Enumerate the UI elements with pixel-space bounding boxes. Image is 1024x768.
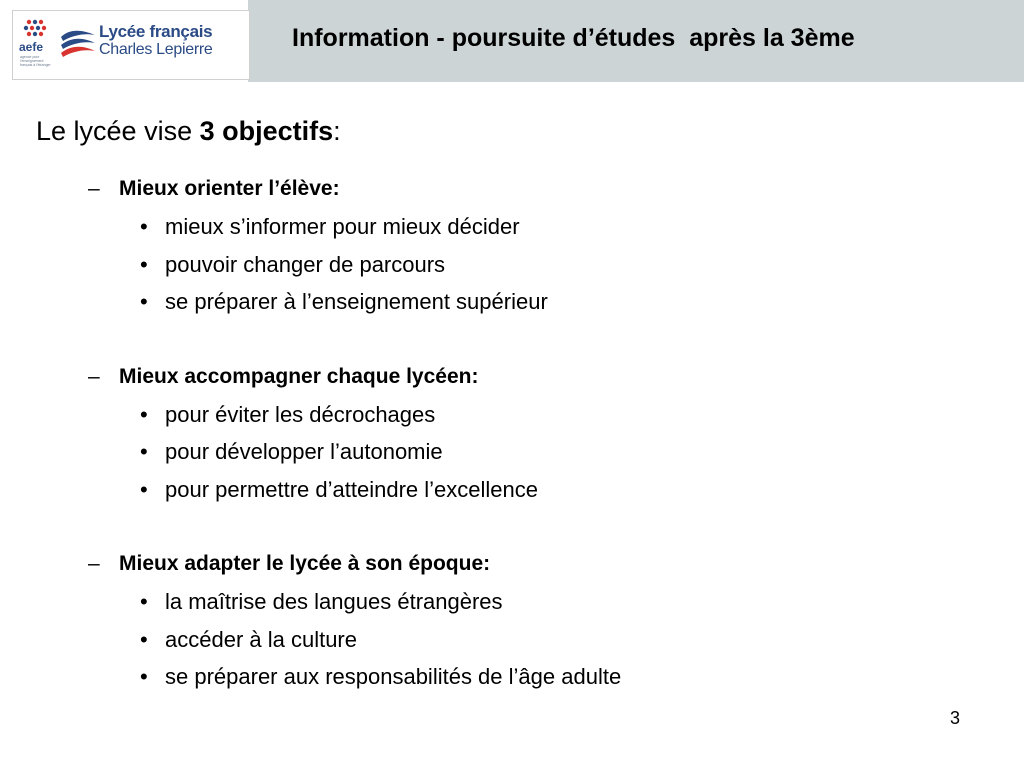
bullet-marker: • bbox=[140, 477, 148, 502]
list-item-text: mieux s’informer pour mieux décider bbox=[165, 214, 520, 239]
list-item-text: se préparer aux responsabilités de l’âge adulte bbox=[165, 664, 622, 689]
section-heading-text: Mieux accompagner chaque lycéen: bbox=[119, 365, 479, 388]
dash-marker: – bbox=[88, 177, 100, 200]
intro-prefix: Le lycée vise bbox=[36, 116, 200, 146]
school-name-line2: Charles Lepierre bbox=[99, 41, 213, 58]
school-logo bbox=[12, 10, 250, 80]
list-item-text: pour permettre d’atteindre l’excellence bbox=[165, 477, 538, 502]
list-item-text: pour développer l’autonomie bbox=[165, 439, 443, 464]
bullet-marker: • bbox=[140, 439, 148, 464]
aefe-brand-subtitle: agence pour l'enseignement français à l'étranger bbox=[20, 55, 51, 67]
intro-suffix: : bbox=[333, 116, 341, 146]
list-item-text: pour éviter les décrochages bbox=[165, 402, 436, 427]
bullet-marker: • bbox=[140, 252, 148, 277]
bullet-marker: • bbox=[140, 289, 148, 314]
bullet-marker: • bbox=[140, 589, 148, 614]
list-item-text: accéder à la culture bbox=[165, 627, 357, 652]
section-heading-text: Mieux orienter l’élève: bbox=[119, 177, 340, 200]
section-heading-text: Mieux adapter le lycée à son époque: bbox=[119, 552, 491, 575]
dash-marker: – bbox=[88, 365, 100, 388]
list-item-text: se préparer à l’enseignement supérieur bbox=[165, 289, 548, 314]
list-item-text: la maîtrise des langues étrangères bbox=[165, 589, 503, 614]
slide-title: Information - poursuite d’études après la 3ème bbox=[292, 24, 855, 52]
school-name bbox=[99, 23, 212, 59]
page-number: 3 bbox=[950, 708, 961, 728]
bullet-marker: • bbox=[140, 627, 148, 652]
bullet-marker: • bbox=[140, 214, 148, 239]
intro-bold: 3 objectifs bbox=[199, 116, 334, 146]
bullet-marker: • bbox=[140, 402, 148, 427]
aefe-brand-text: aefe bbox=[19, 40, 44, 54]
bullet-marker: • bbox=[140, 664, 148, 689]
school-name-line1: Lycée français bbox=[99, 22, 213, 41]
dash-marker: – bbox=[88, 552, 100, 575]
school-wave-icon bbox=[59, 27, 97, 61]
list-item-text: pouvoir changer de parcours bbox=[165, 252, 446, 277]
intro-line bbox=[36, 116, 341, 147]
